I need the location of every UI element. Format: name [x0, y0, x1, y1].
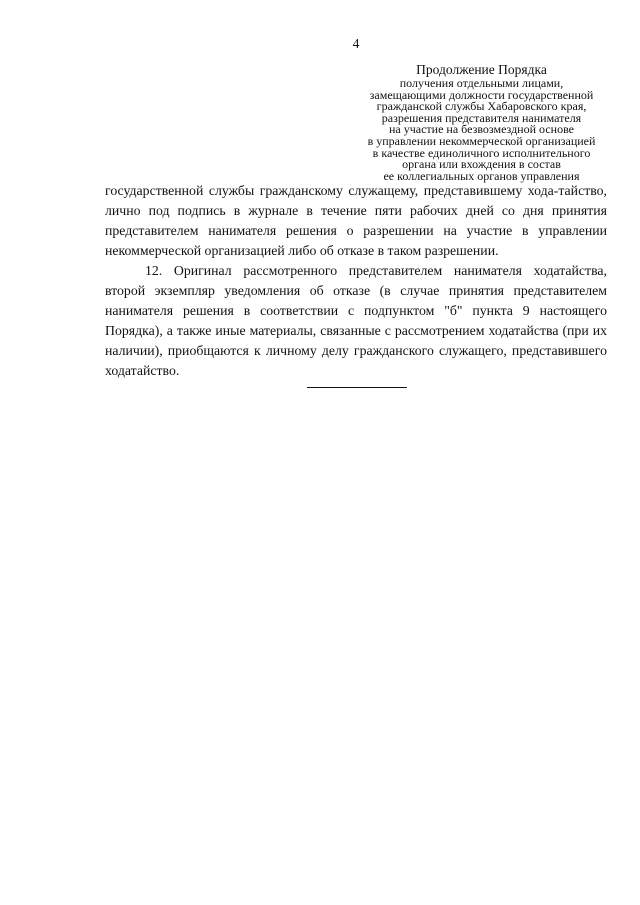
header-line: ее коллегиальных органов управления — [383, 168, 580, 183]
paragraph-continuation: государственной службы гражданскому служащему, представившему хода-тайство, лично под подпись в журнале в течение пяти рабочих дней со дня принятия представителем нанимателя решения о разрешении на участие в управлении некоммерческой организацией либо об отказе в таком разрешении. — [105, 183, 607, 258]
header-line: органа или вхождения в состав — [402, 157, 561, 172]
end-divider — [307, 387, 407, 388]
header-line: в качестве единоличного исполнительного — [372, 145, 591, 160]
page-number: 4 — [352, 36, 360, 51]
header-line: гражданской службы Хабаровского края, — [376, 99, 587, 114]
header-line: получения отдельными лицами, — [399, 76, 564, 90]
header-line: в управлении некоммерческой организацией — [367, 133, 596, 148]
document-body — [105, 181, 607, 381]
paragraph-item-12: 12. Оригинал рассмотренного представителем нанимателя ходатайства, второй экземпляр уведомления об отказе (в случае принятия представителем нанимателя решения в соответствии с подпунктом "б" пункта 9 настоящего Порядка), а также иные материалы, связанные с рассмотрением ходатайства (при их наличии), приобщаются к личному делу гражданского служащего, представившего ходатайство. — [105, 263, 607, 378]
header-line: на участие на безвозмездной основе — [389, 122, 574, 137]
document-header — [355, 62, 608, 182]
header-title: Продолжение Порядка — [416, 62, 547, 77]
header-line: разрешения представителя нанимателя — [381, 110, 582, 125]
header-line: замещающими должности государственной — [369, 87, 594, 102]
